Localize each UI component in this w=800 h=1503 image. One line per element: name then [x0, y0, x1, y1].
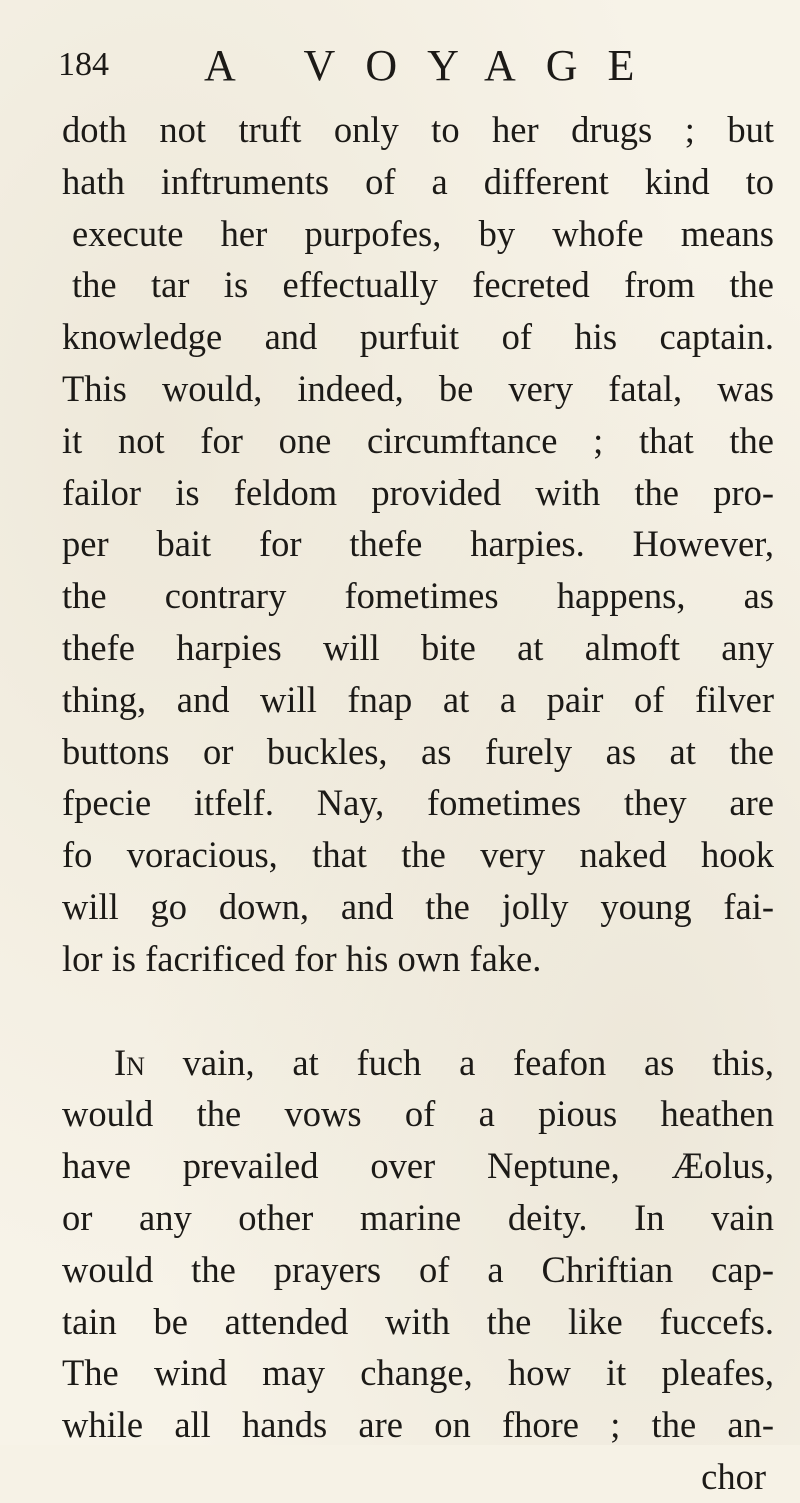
text-line: hath inftruments of a different kind to: [62, 160, 774, 202]
text-line: fpecie itfelf. Nay, fometimes they are: [62, 782, 774, 824]
text-line: failor is feldom provided with the pro-: [62, 471, 774, 513]
text-line: while all hands are on fhore ; the an-: [62, 1404, 774, 1446]
drop-word: In: [114, 1041, 145, 1083]
paragraph-break: [62, 985, 774, 1037]
page-header: [58, 40, 758, 100]
text-line: it not for one circumftance ; that the: [62, 419, 774, 461]
text-line: This would, indeed, be very fatal, was: [62, 367, 774, 409]
text-line: per bait for thefe harpies. However,: [62, 523, 774, 565]
catchword: chor: [701, 1455, 766, 1497]
text-line: would the vows of a pious heathen: [62, 1093, 774, 1135]
text-line: buttons or buckles, as furely as at the: [62, 730, 774, 772]
text-line: thefe harpies will bite at almoft any: [62, 626, 774, 668]
text-line: doth not truft only to her drugs ; but: [62, 109, 774, 150]
body-text: [62, 104, 774, 1503]
text-line: The wind may change, how it pleafes,: [62, 1352, 774, 1394]
text-line: fo voracious, that the very naked hook: [62, 834, 774, 876]
page-number: 184: [58, 46, 109, 83]
text-line-rest: vain, at fuch a feafon as this,: [144, 1041, 774, 1083]
running-head: A VOYAGE: [204, 41, 665, 90]
text-line: thing, and will fnap at a pair of filver: [62, 678, 774, 720]
text-line-first: [62, 1037, 774, 1089]
text-line: lor is facrificed for his own fake.: [62, 937, 542, 979]
text-line: will go down, and the jolly young fai-: [62, 885, 774, 927]
text-line: tain be attended with the like fuccefs.: [62, 1300, 774, 1342]
text-line: the contrary fometimes happens, as: [62, 575, 774, 617]
text-line: or any other marine deity. In vain: [62, 1196, 774, 1238]
text-line: knowledge and purfuit of his captain.: [62, 316, 774, 358]
text-line: would the prayers of a Chriftian cap-: [62, 1248, 774, 1290]
text-line: the tar is effectually fecreted from the: [72, 264, 774, 306]
text-line: execute her purpofes, by whofe means: [72, 212, 774, 254]
text-line: have prevailed over Neptune, Æolus,: [62, 1145, 774, 1187]
